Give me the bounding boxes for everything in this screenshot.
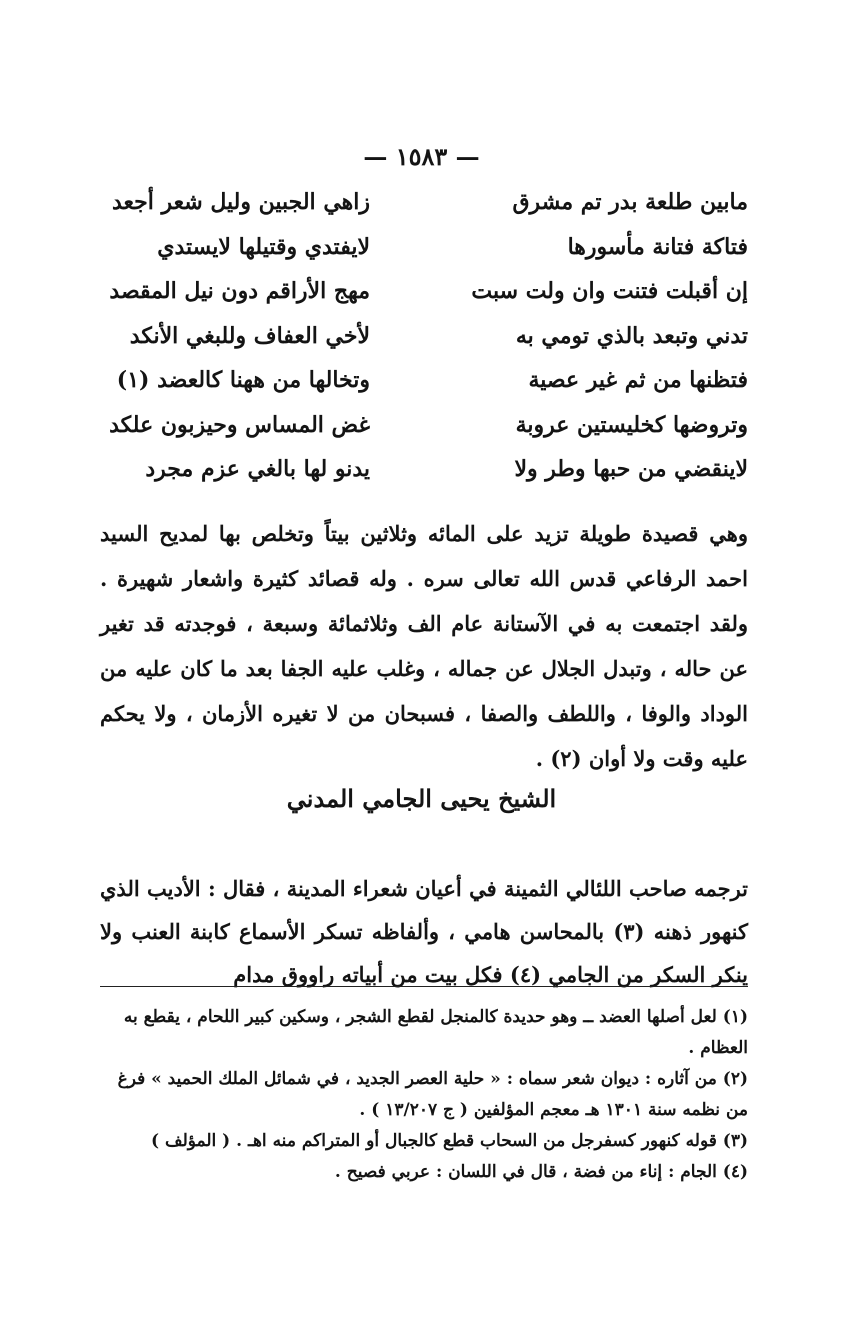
body-paragraph: وهي قصيدة طويلة تزيد على المائه وثلاثين بيتاً وتخلص بها لمديح السيد احمد الرفاعي قدس الله تعالى سره . وله قصائد كثيرة واشعار شهيرة . ولقد اجتمعت به في الآستانة عام الف وثلاثمائة وسبعة ، فوجدته قد تغير عن حاله ، وتبدل الجلال عن جماله ، وغلب عليه الجفا بعد ما كان عليه من الوداد والوفا ، واللطف والصفا ، فسبحان من لا تغيره الأزمان ، ولا يحكم عليه وقت ولا أوان (٢) . [100,521,748,771]
verse-line [100,180,748,225]
verse-first-hemistich: فتظنها من ثم غير عصية [528,367,748,394]
verse-second-hemistich: زاهي الجبين وليل شعر أجعد [111,189,370,216]
verse-second-hemistich: لأخي العفاف وللبغي الأنكد [129,322,370,349]
verse-line [100,447,748,492]
verse-first-hemistich: لاينقضي من حبها وطر ولا [514,456,748,483]
verse-line [100,314,748,359]
verse-first-hemistich: تدني وتبعد بالذي تومي به [515,322,748,349]
footnote: (٤) الجام : إناء من فضة ، قال في اللسان : عربي فصيح . [334,1162,748,1182]
body-paragraph: ترجمه صاحب اللئالي الثمينة في أعيان شعراء المدينة ، فقال : الأديب الذي كنهور ذهنه (٣) بالمحاسن هامي ، وألفاظه تسكر الأسماع كابنة العنب ولا ينكر السكر من الجامي (٤) فكل بيت من أبياته راووق مدام [100,876,748,987]
footnote: (٣) قوله كنهور كسفرجل من السحاب قطع كالجبال أو المتراكم منه اهـ . ( المؤلف ) [151,1131,748,1151]
verse-line [100,269,748,314]
verse-second-hemistich: مهج الأراقم دون نيل المقصد [109,278,370,305]
verse-first-hemistich: إن أقبلت فتنت وان ولت سبت [471,278,748,305]
page-number: — ١٥٨٣ — [363,142,480,171]
verse-first-hemistich: فتاكة فتانة مأسورها [567,233,748,260]
verse-second-hemistich: وتخالها من ههنا كالعضد (١) [116,367,370,394]
verse-line [100,403,748,448]
verse-first-hemistich: مابين طلعة بدر تم مشرق [512,189,748,216]
footnote-divider [100,986,748,987]
verse-first-hemistich: وتروضها كخليستين عروبة [515,411,748,438]
verse-line [100,225,748,270]
footnote: (١) لعل أصلها العضد ــ وهو حديدة كالمنجل لقطع الشجر ، وسكين كبير اللحام ، يقطع به العظام . [123,1007,748,1058]
verse-second-hemistich: يدنو لها بالغي عزم مجرد [145,456,370,483]
footnote: (٢) من آثاره : ديوان شعر سماه : « حلية العصر الجديد ، في شمائل الملك الحميد » فرغ من نظمه سنة ١٣٠١ هـ معجم المؤلفين ( ج ١٣/٢٠٧ ) . [117,1069,748,1120]
section-heading: الشيخ يحيى الجامي المدني [286,784,557,813]
verse-second-hemistich: غض المساس وحيزبون علكد [109,411,370,438]
footnotes [100,1002,748,1188]
verse-second-hemistich: لايفتدي وقتيلها لايستدي [157,233,370,260]
poem-verses [100,180,748,492]
verse-line [100,358,748,403]
